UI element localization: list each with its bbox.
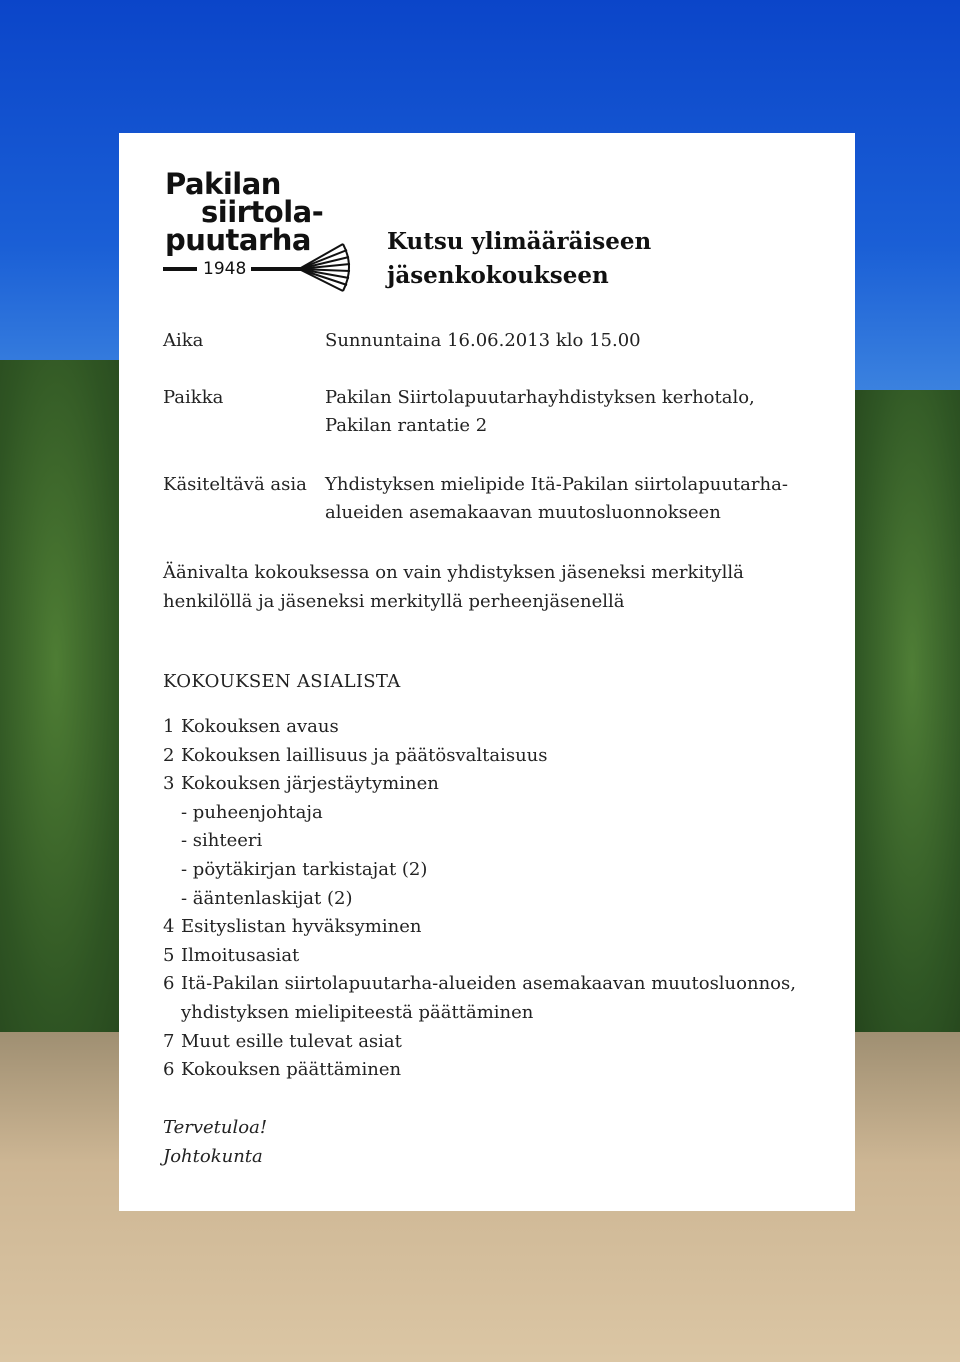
agenda-subitem: - ääntenlaskijat (2) [181, 887, 353, 909]
logo-year: 1948 [203, 259, 247, 279]
agenda-subitem: - pöytäkirjan tarkistajat (2) [181, 858, 428, 880]
document-title [387, 225, 651, 293]
agenda-item: 5 Ilmoitusasiat [163, 944, 300, 966]
place-label: Paikka [163, 387, 224, 408]
agenda-item: 1 Kokouksen avaus [163, 716, 339, 737]
agenda-item: 3 Kokouksen järjestäytyminen [163, 773, 439, 795]
agenda-item: 2 Kokouksen laillisuus ja päätösvaltaisuus [163, 744, 548, 766]
voting-note-line2: henkilöllä ja jäseneksi merkityllä perheenjäsenellä [163, 591, 625, 612]
topic-value [325, 471, 865, 527]
time-label: Aika [163, 330, 204, 351]
voting-note-line1: Äänivalta kokouksessa on vain yhdistyksen jäseneksi merkityllä [163, 562, 744, 583]
agenda-item: 6 Itä-Pakilan siirtolapuutarha-alueiden asemakaavan muutosluonnos, [163, 973, 796, 995]
place-value [325, 384, 865, 440]
logo-text-line3: puutarha [165, 223, 311, 257]
time-value: Sunnuntaina 16.06.2013 klo 15.00 [325, 330, 641, 351]
agenda-item: 6 Kokouksen päättäminen [163, 1059, 402, 1081]
agenda-item-continuation: yhdistyksen mielipiteestä päättäminen [181, 1001, 534, 1023]
place-value-line2: Pakilan rantatie 2 [325, 415, 488, 436]
rake-icon [163, 242, 353, 292]
closing-signature [163, 1113, 267, 1171]
title-line1: Kutsu ylimääräiseen [387, 228, 652, 255]
invitation-card [119, 133, 855, 1211]
agenda-subitem: - sihteeri [181, 830, 263, 852]
logo-text-line1: Pakilan [165, 167, 281, 201]
closing-greeting: Tervetuloa! [163, 1117, 268, 1138]
agenda-list [163, 713, 843, 1085]
agenda-heading: KOKOUKSEN ASIALISTA [163, 671, 401, 692]
topic-label: Käsiteltävä asia [163, 474, 307, 495]
agenda-item: 7 Muut esille tulevat asiat [163, 1030, 402, 1052]
place-value-line1: Pakilan Siirtolapuutarhayhdistyksen kerhotalo, [325, 387, 755, 408]
association-logo [163, 167, 363, 297]
logo-text-line2: siirtola- [201, 195, 324, 229]
voting-note [163, 558, 803, 616]
closing-signer: Johtokunta [163, 1146, 263, 1167]
title-line2: jäsenkokoukseen [387, 262, 609, 289]
agenda-item: 4 Esityslistan hyväksyminen [163, 916, 422, 938]
agenda-subitem: - puheenjohtaja [181, 801, 323, 823]
topic-value-line2: alueiden asemakaavan muutosluonnokseen [325, 502, 721, 523]
topic-value-line1: Yhdistyksen mielipide Itä-Pakilan siirtolapuutarha- [325, 474, 788, 495]
